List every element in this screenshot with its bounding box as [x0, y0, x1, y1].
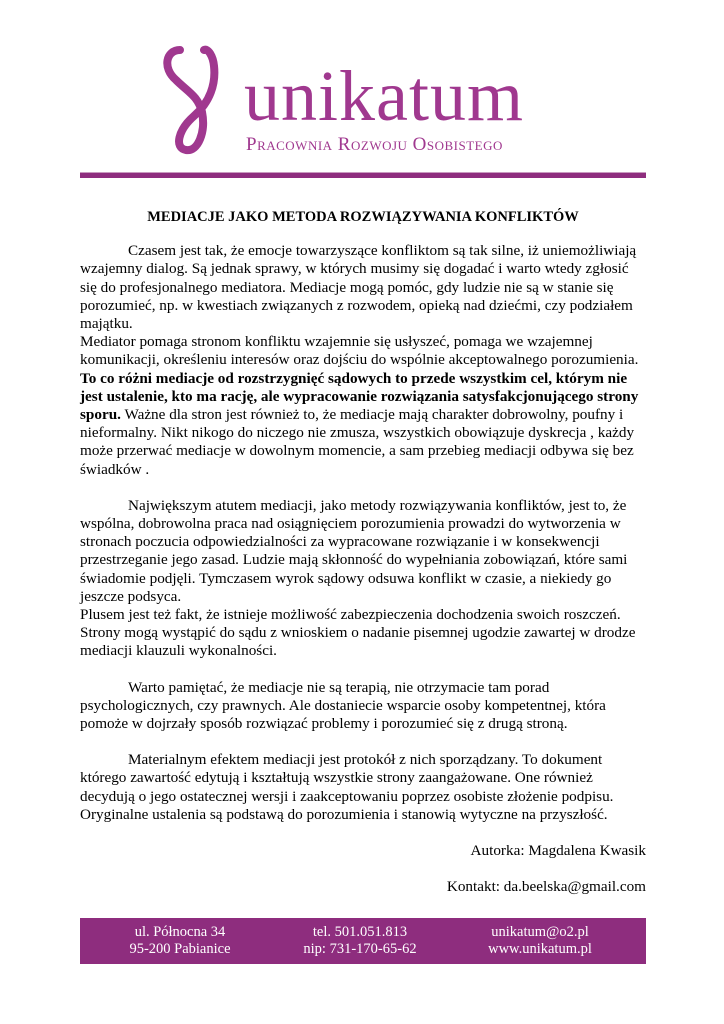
tagline: Pracownia Rozwoju Osobistego	[246, 134, 503, 155]
contact: Kontakt: da.beelska@gmail.com	[446, 878, 646, 896]
paragraph-4: Materialnym efektem mediacji jest protokół z nich sporządzany. To dokument którego zawartość edytują i kształtują wszystkie strony zaangażowane. One również decydują o jego ostatecznej wersji i zaakceptowaniu poprzez osobiste złożenie podpisu. Oryginalne ustalenia są podstawą do porozumienia i stanowią wytyczne na przyszłość.	[80, 751, 614, 823]
footer-email-link[interactable]: unikatum@o2.pl	[491, 924, 589, 940]
paragraph-3: Warto pamiętać, że mediacje nie są terapią, nie otrzymacie tam porad psychologicznych, czy prawnych. Ale dostaniecie wsparcie osoby kompetentnej, która pomoże w dojrzały sposób rozwiązać problemy i porozumieć się z drugą stroną.	[80, 678, 606, 733]
footer	[80, 918, 646, 964]
brand-name: unikatum	[244, 56, 524, 136]
logo-swirl-icon	[158, 40, 238, 160]
logo	[158, 40, 598, 160]
paragraph-1	[80, 242, 646, 333]
footer-online	[450, 924, 630, 958]
footer-nip: nip: 731-170-65-62	[303, 941, 417, 957]
author: Autorka: Magdalena Kwasik	[470, 842, 646, 860]
footer-website-link[interactable]: www.unikatum.pl	[488, 941, 592, 957]
footer-address-line2: 95-200 Pabianice	[129, 941, 231, 957]
footer-address	[100, 924, 260, 958]
paragraph-2b	[80, 606, 646, 661]
paragraph-2	[80, 497, 646, 606]
paragraph-1b-text: Mediator pomaga stronom konfliktu wzajemnie się usłyszeć, pomaga we wzajemnej komunikacji, określeniu interesów oraz dojściu do wspólnie akceptowalnego porozumienia.	[80, 333, 639, 369]
header-divider	[80, 172, 646, 178]
paragraph-2-text: Największym atutem mediacji, jako metody rozwiązywania konfliktów, jest to, że wspólna, dobrowolna praca nad osiągnięciem porozumienia prowadzi do wytworzenia w stronach poczucia odpowiedzialności za wypracowane rozwiązanie i w konsekwencji przestrzeganie jego zasad. Ludzie mają skłonność do wypełniania zobowiązań, które sami świadomie podjęli. Tymczasem wyrok sądowy odsuwa konflikt w czasie, a niekiedy go jeszcze podsyca.	[80, 496, 628, 605]
footer-phone-number: tel. 501.051.813	[312, 924, 408, 940]
article-title: MEDIACJE JAKO METODA ROZWIĄZYWANIA KONFLIKTÓW	[147, 209, 579, 225]
paragraph-1b-bold: To co różni mediacje od rozstrzygnięć sądowych to przede wszystkim cel, którym nie jest ustalenie, kto ma rację, ale wypracowanie rozwiązania satysfakcjonującego strony sporu.	[80, 369, 639, 424]
article	[80, 208, 646, 897]
footer-address-line1: ul. Północna 34	[134, 924, 226, 940]
paragraph-1b	[80, 333, 646, 479]
paragraph-1b-text-end: Ważne dla stron jest również to, że mediacje mają charakter dobrowolny, poufny i nieformalny. Nikt nikogo do niczego nie zmusza, wszystkich obowiązuje dyskrecja , każdy może przerwać mediacje w dowolnym momencie, a sam przebieg mediacji odbywa się bez świadków .	[80, 406, 635, 478]
paragraph-1-text: Czasem jest tak, że emocje towarzyszące konfliktom są tak silne, iż uniemożliwiają wzajemny dialog. Są jednak sprawy, w których musimy się dogadać i warto wtedy zgłosić się do profesjonalnego mediatora. Mediacje mogą pomóc, gdy ludzie nie są w stanie się porozumieć, np. w kwestiach związanych z rozwodem, opieką nad dziećmi, czy podziałem majątku.	[80, 242, 637, 333]
footer-phone	[280, 924, 440, 958]
paragraph-2b-text: Plusem jest też fakt, że istnieje możliwość zabezpieczenia dochodzenia swoich roszczeń. Strony mogą wystąpić do sądu z wnioskiem o nadanie pisemnej ugodzie zawartej w drodze mediacji klauzuli wykonalności.	[80, 606, 636, 660]
